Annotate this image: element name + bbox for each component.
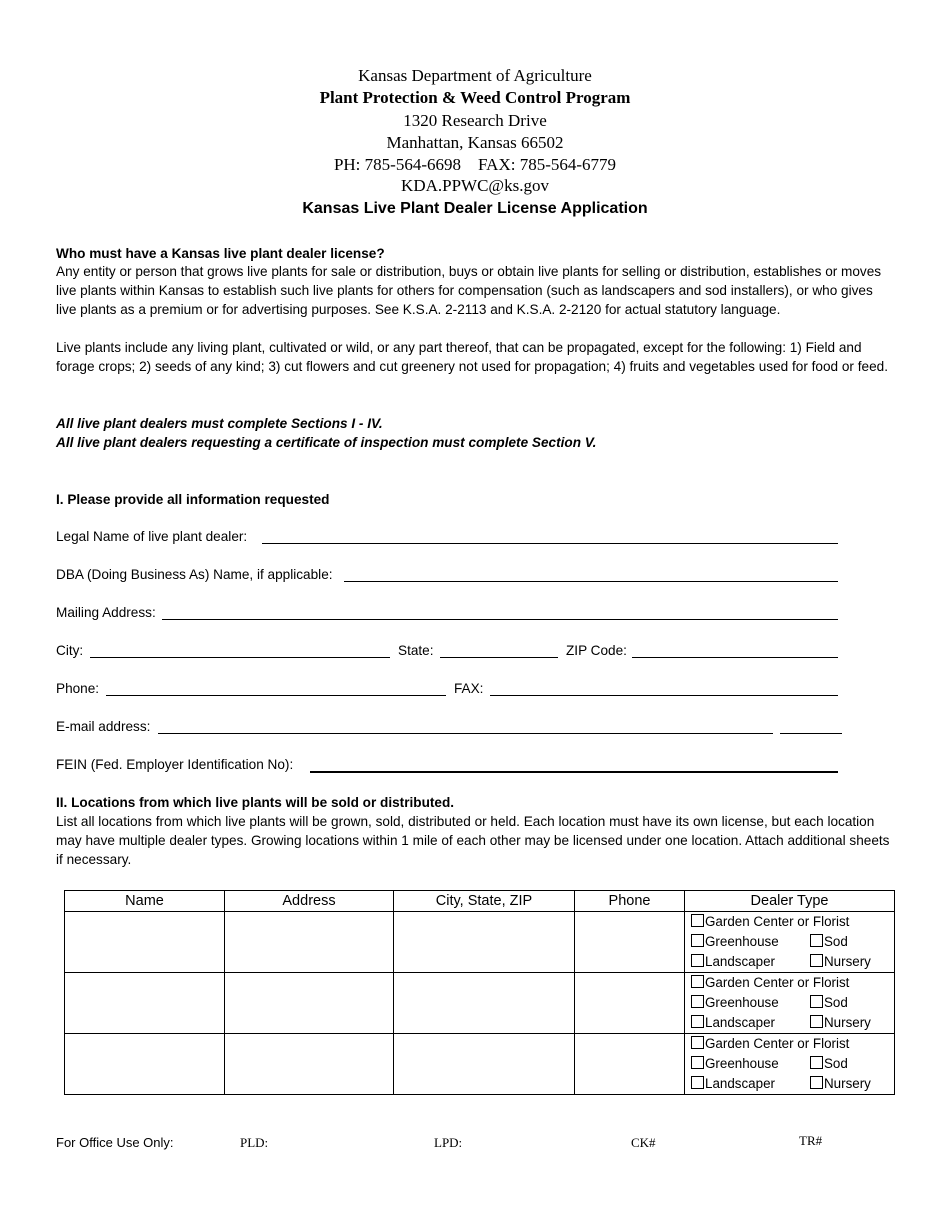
sod-checkbox[interactable]: [810, 995, 823, 1008]
garden-center-label: Garden Center or Florist: [705, 914, 850, 929]
intro-paragraph-1: Any entity or person that grows live plants for sale or distribution, buys or obtain live plants for selling or distribution, establishes or moves live plants within Kansas to establish such live plants for others for compensation (such as landscapers and sod installers), or who gives live plants as a premium or for advertising purposes. See K.S.A. 2-2113 and K.S.A. 2-2120 for actual statutory language.: [56, 264, 882, 317]
location-phone-cell[interactable]: [575, 973, 685, 1034]
mailing-address-field[interactable]: [162, 619, 838, 620]
table-header-row: [65, 891, 895, 912]
office-tr-label: TR#: [799, 1133, 823, 1148]
sections-note-1: All live plant dealers must complete Sections I - IV.: [56, 416, 383, 431]
phone-field[interactable]: [106, 695, 446, 696]
legal-name-field[interactable]: [262, 543, 838, 544]
garden-center-checkbox[interactable]: [691, 1036, 704, 1049]
col-header-city-state-zip: City, State, ZIP: [394, 891, 575, 912]
fein-label: FEIN (Fed. Employer Identification No):: [56, 757, 294, 772]
greenhouse-checkbox[interactable]: [691, 934, 704, 947]
greenhouse-label: Greenhouse: [705, 995, 779, 1010]
garden-center-label: Garden Center or Florist: [705, 1036, 850, 1051]
location-city-cell[interactable]: [394, 973, 575, 1034]
location-name-cell[interactable]: [65, 912, 225, 973]
greenhouse-checkbox[interactable]: [691, 1056, 704, 1069]
location-name-cell[interactable]: [65, 1034, 225, 1095]
location-address-cell[interactable]: [225, 1034, 394, 1095]
landscaper-checkbox[interactable]: [691, 1015, 704, 1028]
state-field[interactable]: [440, 657, 558, 658]
zip-label: ZIP Code:: [566, 643, 627, 658]
locations-table: [64, 890, 895, 1095]
garden-center-label: Garden Center or Florist: [705, 975, 850, 990]
landscaper-checkbox[interactable]: [691, 954, 704, 967]
garden-center-checkbox[interactable]: [691, 914, 704, 927]
dealer-type-cell: [685, 1034, 895, 1095]
dealer-type-cell: [685, 973, 895, 1034]
office-lpd-label: LPD:: [434, 1135, 463, 1150]
location-city-cell[interactable]: [394, 912, 575, 973]
sod-checkbox[interactable]: [810, 934, 823, 947]
section-2-title: II. Locations from which live plants will be sold or distributed.: [56, 795, 455, 810]
intro-question: Who must have a Kansas live plant dealer license?: [56, 246, 385, 261]
greenhouse-label: Greenhouse: [705, 934, 779, 949]
email-field-extension[interactable]: [780, 733, 842, 734]
table-row: [65, 973, 895, 1034]
legal-name-label: Legal Name of live plant dealer:: [56, 529, 248, 544]
nursery-label: Nursery: [824, 954, 871, 969]
sections-note-2: All live plant dealers requesting a certificate of inspection must complete Section V.: [56, 435, 597, 450]
nursery-checkbox[interactable]: [810, 954, 823, 967]
fein-field[interactable]: [310, 771, 838, 773]
location-city-cell[interactable]: [394, 1034, 575, 1095]
program-name: Plant Protection & Weed Control Program: [319, 88, 631, 107]
dba-label: DBA (Doing Business As) Name, if applicable:: [56, 567, 333, 582]
phone-fax: PH: 785-564-6698 FAX: 785-564-6779: [333, 155, 617, 174]
location-phone-cell[interactable]: [575, 1034, 685, 1095]
sod-label: Sod: [824, 1056, 848, 1071]
col-header-address: Address: [225, 891, 394, 912]
garden-center-checkbox[interactable]: [691, 975, 704, 988]
intro-paragraph-2: Live plants include any living plant, cultivated or wild, or any part thereof, that can be propagated, except for the following: 1) Field and forage crops; 2) seeds of any kind; 3) cut flowers and cut greenery not used for propagation; 4) fruits and vegetables used for food or feed.: [56, 340, 888, 374]
dealer-type-cell: [685, 912, 895, 973]
sod-checkbox[interactable]: [810, 1056, 823, 1069]
location-address-cell[interactable]: [225, 973, 394, 1034]
sod-label: Sod: [824, 995, 848, 1010]
city-field[interactable]: [90, 657, 390, 658]
fax-field[interactable]: [490, 695, 838, 696]
email-field[interactable]: [158, 733, 773, 734]
section-2-text: List all locations from which live plants will be grown, sold, distributed or held. Each location must have its own license, but each location may have multiple dealer types. Growing locations within 1 mile of each other may be licensed under one location. Attach additional sheets if necessary.: [56, 814, 890, 867]
state-label: State:: [398, 643, 434, 658]
form-title: Kansas Live Plant Dealer License Application: [302, 200, 648, 217]
section-1-title: I. Please provide all information requested: [56, 492, 330, 507]
landscaper-checkbox[interactable]: [691, 1076, 704, 1089]
city-label: City:: [56, 643, 84, 658]
location-phone-cell[interactable]: [575, 912, 685, 973]
landscaper-label: Landscaper: [705, 1076, 775, 1091]
mailing-address-label: Mailing Address:: [56, 605, 156, 620]
office-pld-label: PLD:: [240, 1135, 269, 1150]
greenhouse-label: Greenhouse: [705, 1056, 779, 1071]
office-use-label: For Office Use Only:: [56, 1135, 174, 1150]
agency-email: KDA.PPWC@ks.gov: [401, 176, 549, 195]
phone-label: Phone:: [56, 681, 100, 696]
landscaper-label: Landscaper: [705, 1015, 775, 1030]
landscaper-label: Landscaper: [705, 954, 775, 969]
nursery-label: Nursery: [824, 1015, 871, 1030]
email-label: E-mail address:: [56, 719, 151, 734]
col-header-phone: Phone: [575, 891, 685, 912]
col-header-name: Name: [65, 891, 225, 912]
col-header-dealer-type: Dealer Type: [685, 891, 895, 912]
sod-label: Sod: [824, 934, 848, 949]
location-address-cell[interactable]: [225, 912, 394, 973]
location-name-cell[interactable]: [65, 973, 225, 1034]
city-state-zip: Manhattan, Kansas 66502: [386, 133, 564, 152]
dba-field[interactable]: [344, 581, 838, 582]
table-row: [65, 912, 895, 973]
office-ck-label: CK#: [631, 1135, 656, 1150]
street-address: 1320 Research Drive: [403, 111, 547, 130]
nursery-checkbox[interactable]: [810, 1076, 823, 1089]
table-row: [65, 1034, 895, 1095]
nursery-label: Nursery: [824, 1076, 871, 1091]
greenhouse-checkbox[interactable]: [691, 995, 704, 1008]
nursery-checkbox[interactable]: [810, 1015, 823, 1028]
zip-field[interactable]: [632, 657, 838, 658]
agency-name: Kansas Department of Agriculture: [358, 66, 592, 85]
fax-label: FAX:: [454, 681, 484, 696]
